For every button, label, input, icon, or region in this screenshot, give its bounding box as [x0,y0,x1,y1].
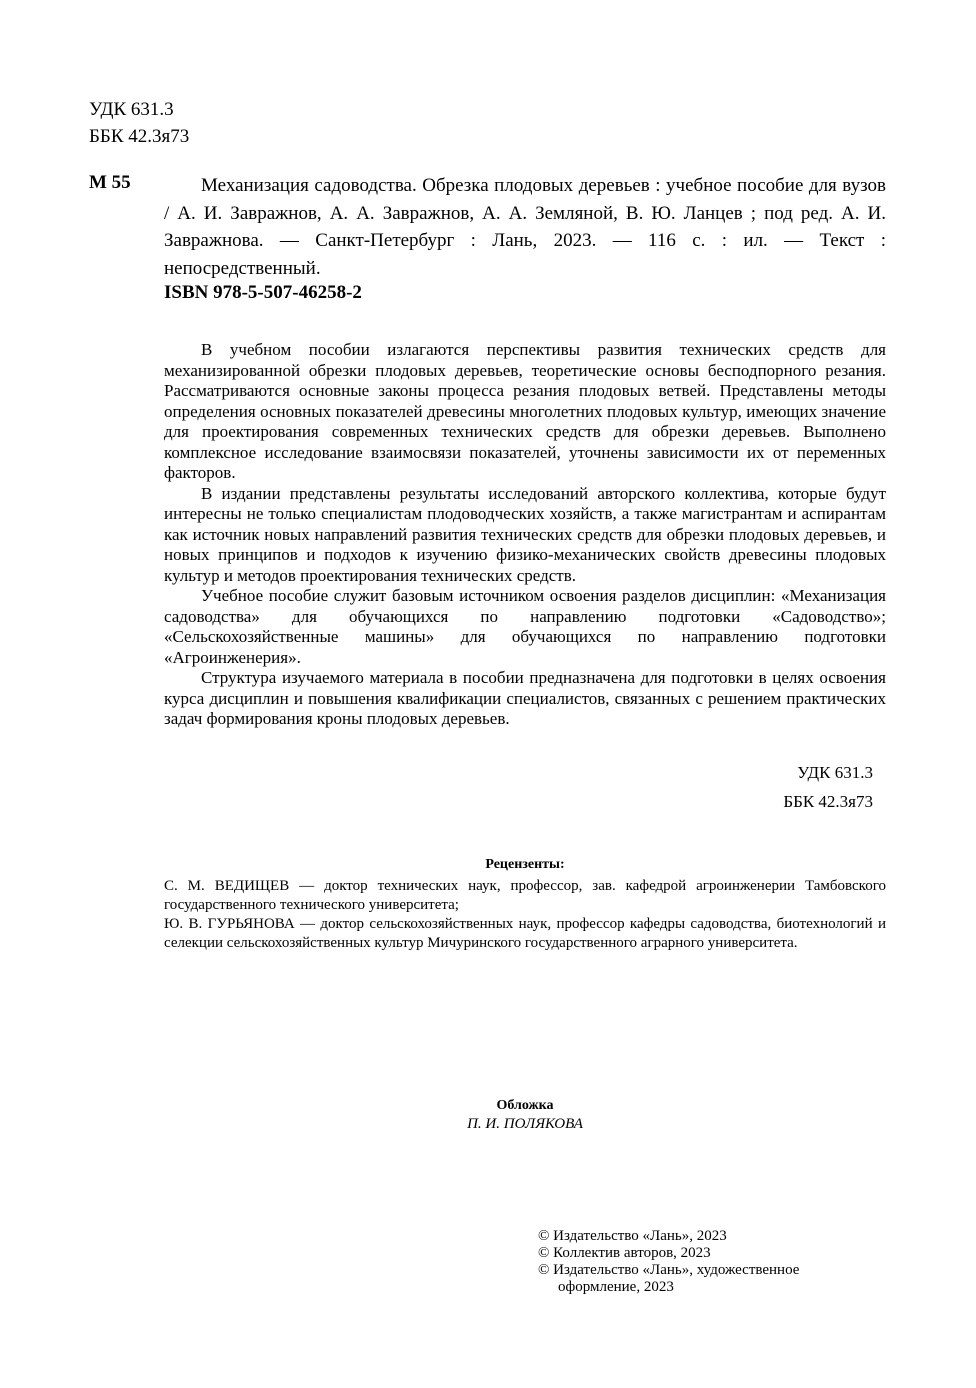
bbk-code-right: ББК 42.3я73 [783,792,873,811]
abstract-paragraph: Структура изучаемого материала в пособии предназначена для подготовки в целях освоения курса дисциплин и повышения квалификации специалистов, связанных с решением практических задач формирования кроны плодовых деревьев. [164,668,886,728]
cover-credit-title: Обложка [496,1098,554,1113]
abstract-paragraph: В учебном пособии излагаются перспективы развития технических средств для механизированной обрезки плодовых деревьев, теоретические основы бесподпорного резания. Рассматриваются основные законы процесса резания плодовых ветвей. Представлены методы определения основных показателей древесины многолетних плодовых культур, имеющих значение для проектирования современных технических средств для обрезки деревьев. Выполнено комплексное исследование взаимосвязи показателей, уточнены зависимости их от переменных факторов. [164,340,886,482]
copyright-line: © Коллектив авторов, 2023 [538,1245,711,1261]
bibliographic-record: Механизация садоводства. Обрезка плодовых деревьев : учебное пособие для вузов / А. И. Завражнов, А. А. Завражнов, А. А. Земляной, В. Ю. Ланцев ; под ред. А. И. Завражнова. — Санкт-Петербург : Лань, 2023. — 116 с. : ил. — Текст : непосредственный. [164,175,886,279]
abstract-paragraph: В издании представлены результаты исследований авторского коллектива, которые будут интересны не только специалистам плодоводческих хозяйств, а также магистрантам и аспирантам как источник новых направлений развития технических средств для обрезки плодовых деревьев, и новых принципов и подходов к изучению физико-механических свойств древесины плодовых культур и методов проектирования технических средств. [164,483,886,585]
reviewers-title: Рецензенты: [485,857,565,872]
reviewer-entry: Ю. В. ГУРЬЯНОВА — доктор сельскохозяйственных наук, профессор кафедры садоводства, биотехнологий и селекции сельскохозяйственных культур Мичуринского государственного аграрного университета. [164,916,886,951]
copyright-line: © Издательство «Лань», художественное [538,1262,800,1278]
isbn: ISBN 978-5-507-46258-2 [164,282,362,303]
classification-top [89,96,189,150]
copyright-line: © Издательство «Лань», 2023 [538,1228,727,1244]
copyright-block [538,1228,898,1296]
cover-designer-name: П. И. ПОЛЯКОВА [467,1116,583,1132]
author-mark: М 55 [89,172,131,193]
copyright-line: оформление, 2023 [558,1279,674,1295]
abstract [164,340,886,730]
reviewers-list [164,877,886,953]
udc-code-top: УДК 631.3 [89,99,174,120]
reviewer-entry: С. М. ВЕДИЩЕВ — доктор технических наук, профессор, зав. кафедрой агроинженерии Тамбовского государственного технического университета; [164,878,886,913]
classification-right [760,758,873,816]
udc-code-right: УДК 631.3 [797,763,873,782]
bbk-code-top: ББК 42.3я73 [89,126,190,147]
abstract-paragraph: Учебное пособие служит базовым источником освоения разделов дисциплин: «Механизация садоводства» для обучающихся по направлению подготовки «Садоводство»; «Сельскохозяйственные машины» для обучающихся по направлению подготовки «Агроинженерия». [164,586,886,667]
